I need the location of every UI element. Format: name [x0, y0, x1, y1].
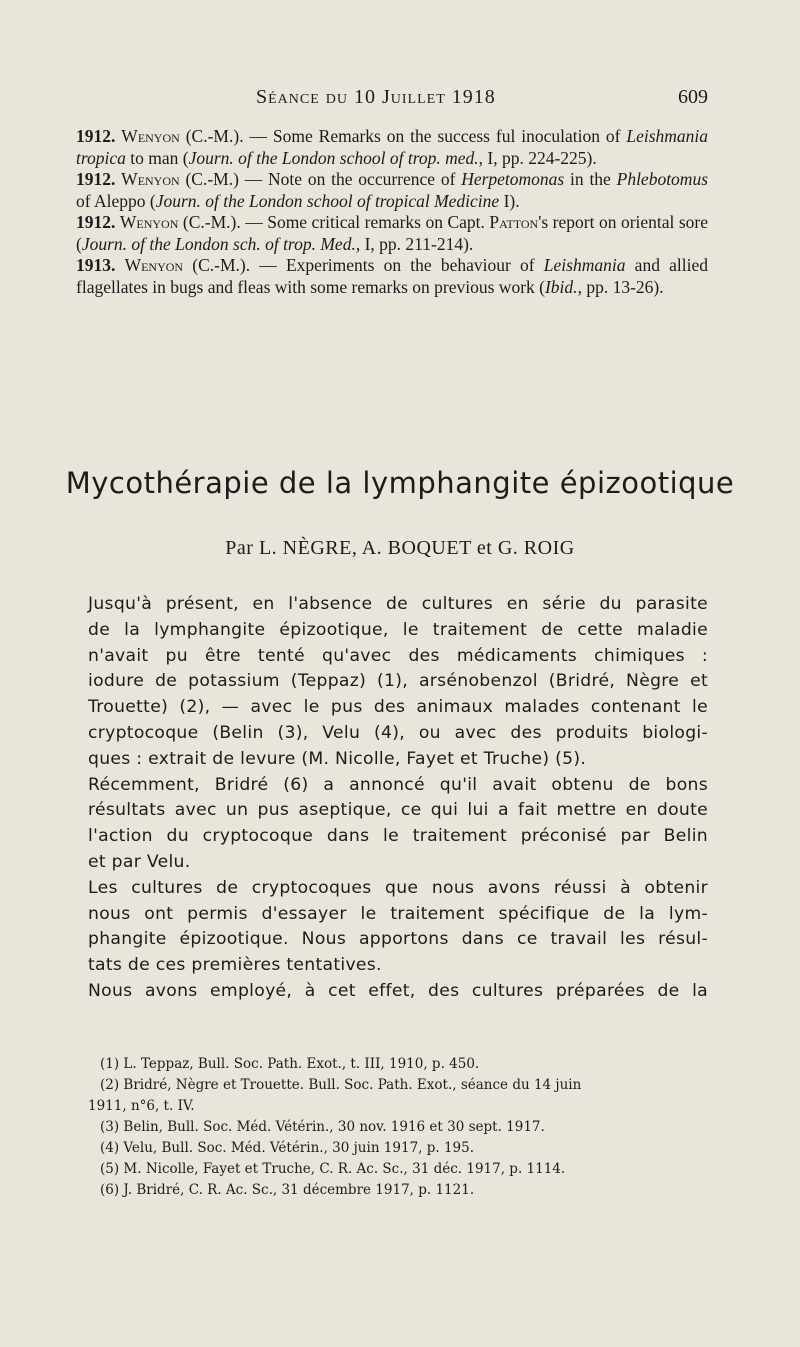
text-line: iodure de potassium (Teppaz) (1), arsénobenzol (Bridré, Nègre et — [88, 671, 708, 692]
bibliography-list — [76, 126, 708, 298]
bibliography-entry — [76, 255, 708, 298]
byline-authors: L. NÈGRE, A. BOQUET et G. ROIG — [258, 537, 575, 559]
footnote: (6) J. Bridré, C. R. Ac. Sc., 31 décembre 1917, p. 1121. — [100, 1182, 475, 1198]
bib-italic: Leishmania — [543, 255, 626, 275]
bib-author: Wenyon — [121, 126, 180, 146]
bib-initials: (C.-M.). — [182, 212, 241, 232]
bib-year: 1912. — [76, 126, 116, 146]
paragraph — [88, 773, 708, 876]
text-line: de la lymphangite épizootique, le traitement de cette maladie — [88, 619, 708, 640]
bib-text: — Experiments on the behaviour of — [250, 255, 544, 275]
bib-year: 1912. — [76, 169, 116, 189]
footnote: (5) M. Nicolle, Fayet et Truche, C. R. Ac. Sc., 31 déc. 1917, p. 1114. — [100, 1161, 566, 1177]
text-line: n'avait pu être tenté qu'avec des médicaments chimiques : — [88, 645, 708, 666]
article-title: Mycothérapie de la lymphangite épizootique — [65, 466, 735, 500]
article-byline — [0, 537, 800, 560]
paragraph — [88, 876, 708, 979]
bib-journal: Journ. of the London school of tropical Medicine — [155, 190, 500, 211]
bib-year: 1913. — [76, 255, 116, 275]
bib-text: , I, pp. 211-214). — [355, 233, 474, 254]
footnote: (2) Bridré, Nègre et Trouette. Bull. Soc. Path. Exot., séance du 14 juin — [100, 1077, 582, 1093]
bib-author: Wenyon — [119, 212, 179, 232]
text-line: et par Velu. — [88, 851, 191, 872]
bib-initials: (C.-M.). — [185, 126, 244, 146]
text-line: Jusqu'à présent, en l'absence de cultures en série du parasite — [88, 594, 708, 614]
paragraph — [88, 979, 708, 1005]
article-body — [88, 592, 708, 1005]
bib-text: , pp. 13-26). — [577, 276, 664, 297]
text-line: Nous avons employé, à cet effet, des cultures préparées de la — [88, 980, 708, 1001]
bibliography-entry — [76, 212, 708, 255]
footnote: (1) L. Teppaz, Bull. Soc. Path. Exot., t. III, 1910, p. 450. — [100, 1056, 480, 1072]
bib-author: Wenyon — [124, 255, 184, 275]
bibliography-entry — [76, 169, 708, 212]
text-line: Les cultures de cryptocoques que nous avons réussi à obtenir — [88, 877, 708, 898]
text-line: nous ont permis d'essayer le traitement spécifique de la lym- — [88, 903, 708, 924]
bib-initials: (C.-M.) — [185, 169, 239, 189]
text-line: l'action du cryptocoque dans le traitement préconisé par Belin — [88, 826, 708, 847]
bib-author: Wenyon — [121, 169, 180, 189]
bib-text: to man ( — [125, 147, 189, 168]
bib-text: and allied flagellates in bugs and fleas with some remarks on previous work ( — [76, 255, 708, 297]
bibliography-entry — [76, 126, 708, 169]
bib-text: in the — [564, 169, 611, 189]
text-line: ques : extrait de levure (M. Nicolle, Fayet et Truche) (5). — [88, 748, 587, 769]
bib-initials: (C.-M.). — [192, 255, 251, 275]
bib-person: Patton — [489, 212, 539, 232]
footnote: (3) Belin, Bull. Soc. Méd. Vétérin., 30 nov. 1916 et 30 sept. 1917. — [100, 1119, 545, 1135]
text-line: tats de ces premières tentatives. — [88, 955, 382, 976]
footnote-continuation: 1911, n°6, t. IV. — [88, 1098, 195, 1114]
bib-text: — Some critical remarks on Capt. — [240, 212, 490, 232]
bib-journal: Journ. of the London school of trop. med. — [188, 147, 479, 168]
bib-italic: Leishmania tropica — [76, 126, 709, 168]
running-head — [76, 86, 708, 112]
bib-text: of Aleppo ( — [76, 190, 156, 211]
text-line: résultats avec un pus aseptique, ce qui lui a fait mettre en doute — [88, 800, 708, 821]
bib-text: — Some Remarks on the success ful inoculation of — [243, 126, 621, 146]
byline-prefix: Par — [225, 537, 254, 559]
footnotes — [88, 1054, 708, 1201]
bib-text: I). — [499, 190, 520, 211]
text-line: Trouette) (2), — avec le pus des animaux malades contenant le — [88, 697, 708, 718]
footnote: (4) Velu, Bull. Soc. Méd. Vétérin., 30 juin 1917, p. 195. — [100, 1140, 475, 1156]
paragraph — [88, 592, 708, 773]
bib-italic: Phlebotomus — [616, 169, 709, 189]
bib-text: — Note on the occurrence of — [238, 169, 462, 189]
page-number: 609 — [678, 86, 708, 108]
bib-text: 's report on oriental sore ( — [76, 212, 709, 254]
bib-text: , I, pp. 224-225). — [478, 147, 597, 168]
text-line: phangite épizootique. Nous apportons dans ce travail les résul- — [88, 929, 708, 950]
bib-year: 1912. — [76, 212, 116, 232]
bib-journal: Ibid. — [544, 276, 578, 297]
running-head-title: Séance du 10 Juillet 1918 — [256, 86, 496, 108]
bib-italic: Herpetomonas — [461, 169, 565, 189]
bib-journal: Journ. of the London sch. of trop. Med. — [81, 233, 356, 254]
text-line: cryptocoque (Belin (3), Velu (4), ou avec des produits biologi- — [88, 722, 708, 743]
text-line: Récemment, Bridré (6) a annoncé qu'il avait obtenu de bons — [88, 774, 708, 795]
